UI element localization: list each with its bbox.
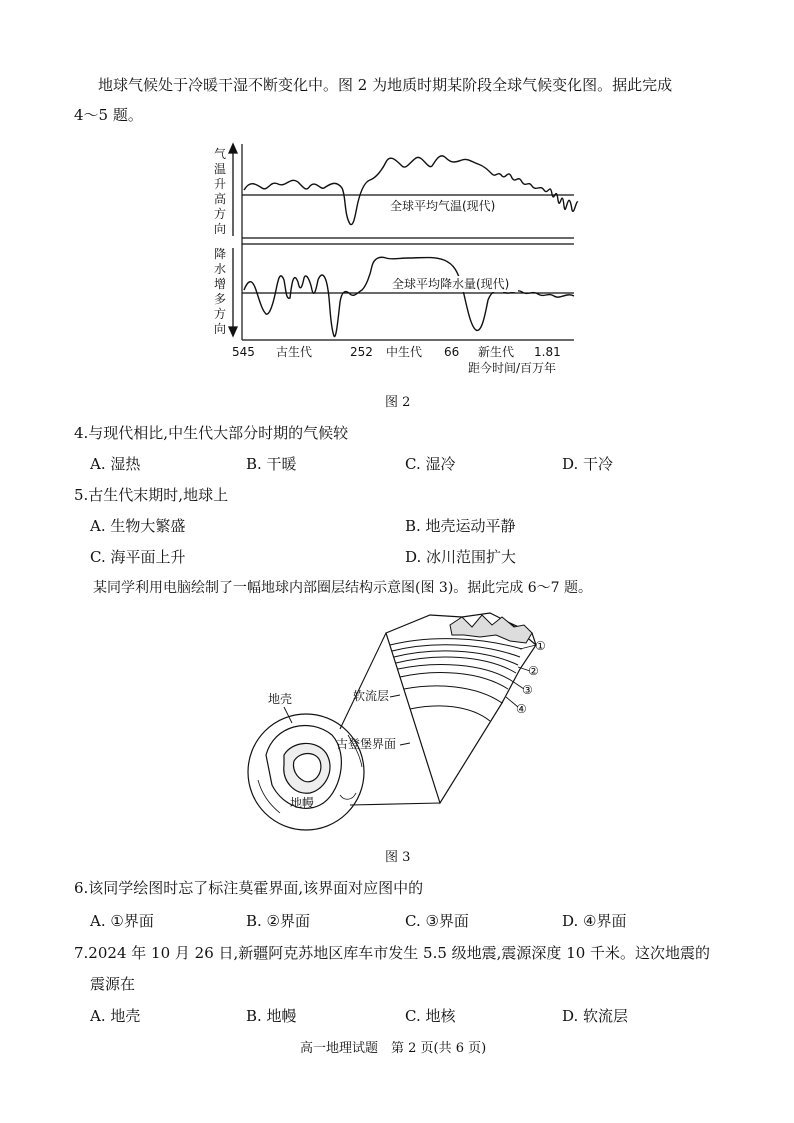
x-tick-era: 中生代 [386,345,423,359]
q7-option-b[interactable]: B. 地幔 [246,1007,297,1025]
q6-option-c[interactable]: C. ③界面 [405,912,469,930]
axis-char: 方 [214,307,227,321]
question-4-stem: 4.与现代相比,中生代大部分时期的气候较 [74,424,349,442]
axis-char: 高 [214,192,227,206]
q5-option-c[interactable]: C. 海平面上升 [90,548,186,566]
q7-option-d[interactable]: D. 软流层 [562,1007,629,1025]
intro-line-1: 地球气候处于冷暖干湿不断变化中。图 2 为地质时期某阶段全球气候变化图。据此完成 [98,76,673,94]
axis-char: 方 [214,207,227,221]
q5-option-a[interactable]: A. 生物大繁盛 [90,517,186,535]
precip-reference-label: 全球平均降水量(现代) [392,277,510,291]
axis-arrows [229,144,237,336]
figure-2-caption: 图 2 [385,395,411,410]
intro-line-2: 4～5 题。 [74,106,143,124]
q5-option-d[interactable]: D. 冰川范围扩大 [405,548,517,566]
marker-1: ① [535,639,546,653]
label-asthenosphere: 软流层 [353,689,390,703]
figure-2-chart [200,140,600,380]
precip-axis-label [214,247,226,336]
marker-2: ② [528,664,539,678]
marker-4: ④ [516,702,527,716]
q4-option-b[interactable]: B. 干暖 [246,455,297,473]
temperature-curve [244,156,578,225]
axis-char: 温 [214,162,227,176]
q4-option-a[interactable]: A. 湿热 [90,455,141,473]
x-tick-era: 古生代 [276,345,313,359]
precipitation-curve [244,257,574,336]
axis-char: 向 [214,322,227,336]
marker-3: ③ [522,683,533,697]
temp-axis-label [214,146,226,236]
axis-char: 向 [214,222,227,236]
axis-char: 气 [214,147,227,161]
page-footer: 高一地理试题 第 2 页(共 6 页) [300,1041,487,1056]
q4-option-d[interactable]: D. 干冷 [562,455,614,473]
intro-2: 某同学利用电脑绘制了一幅地球内部圈层结构示意图(图 3)。据此完成 6～7 题。 [93,580,592,596]
question-6-stem: 6.该同学绘图时忘了标注莫霍界面,该界面对应图中的 [74,879,424,897]
question-7-stem-line-1: 7.2024 年 10 月 26 日,新疆阿克苏地区库车市发生 5.5 级地震,震源深度 10 千米。这次地震的 [74,944,711,962]
temp-reference-label: 全球平均气温(现代) [390,199,496,213]
q5-option-b[interactable]: B. 地壳运动平静 [405,517,516,535]
label-crust: 地壳 [268,692,293,706]
x-tick: 66 [444,345,460,359]
q6-option-b[interactable]: B. ②界面 [246,912,311,930]
x-axis-unit: 距今时间/百万年 [468,361,557,375]
chart-frame [242,144,574,340]
axis-char: 降 [214,247,227,261]
x-tick: 545 [232,345,255,359]
q7-option-c[interactable]: C. 地核 [405,1007,456,1025]
q7-option-a[interactable]: A. 地壳 [90,1007,141,1025]
q6-option-d[interactable]: D. ④界面 [562,912,627,930]
question-7-stem-line-2: 震源在 [90,975,136,993]
q6-option-a[interactable]: A. ①界面 [90,912,154,930]
axis-char: 升 [214,177,227,191]
question-5-stem: 5.古生代末期时,地球上 [74,486,229,504]
label-gutenberg: 古登堡界面 [336,737,397,751]
axis-char: 增 [214,277,227,291]
figure-3-caption: 图 3 [385,850,411,865]
axis-char: 多 [214,292,227,306]
q4-option-c[interactable]: C. 湿冷 [405,455,456,473]
figure-3-diagram [240,605,580,835]
label-mantle: 地幔 [290,796,315,810]
x-tick-era: 新生代 [478,345,515,359]
x-tick: 252 [350,345,373,359]
x-tick: 1.81 [534,345,561,359]
axis-char: 水 [214,262,227,276]
